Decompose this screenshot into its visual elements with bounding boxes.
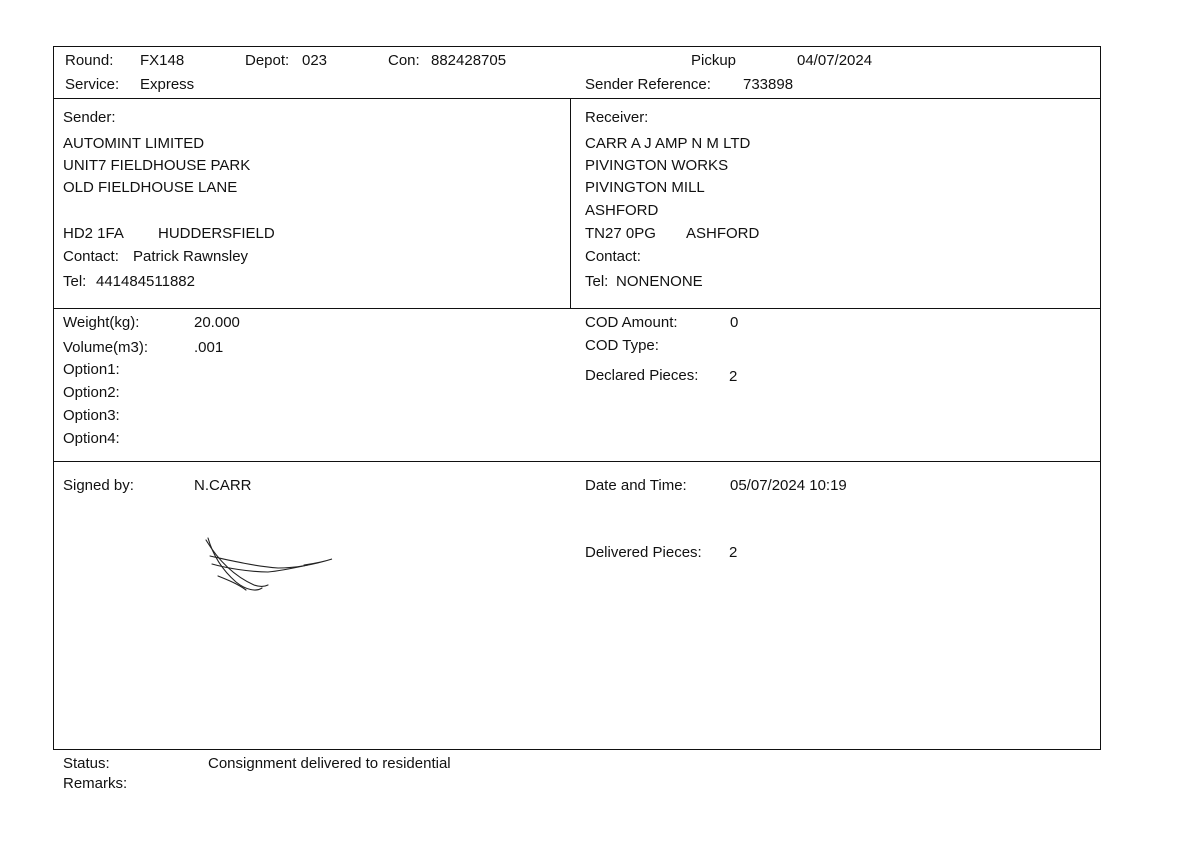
cod-type-label: COD Type: <box>585 337 659 354</box>
remarks-label: Remarks: <box>63 775 128 792</box>
sender-contact-label: Contact: <box>63 248 119 265</box>
option4-label: Option4: <box>63 430 120 447</box>
sender-postcode: HD2 1FA <box>63 225 124 242</box>
con-value: 882428705 <box>431 52 507 69</box>
date-time-label: Date and Time: <box>585 477 687 494</box>
receiver-tel-value: NONENONE <box>616 273 703 290</box>
signed-by-label: Signed by: <box>63 477 134 494</box>
service-label: Service: <box>65 76 120 93</box>
volume-label: Volume(m3): <box>63 339 149 356</box>
round-value: FX148 <box>140 52 185 69</box>
date-time-value: 05/07/2024 10:19 <box>730 477 847 494</box>
round-label: Round: <box>65 52 114 69</box>
divider-details <box>53 461 1101 462</box>
cod-amount-value: 0 <box>730 314 739 331</box>
pod-form-border <box>53 46 1101 750</box>
delivered-pieces-value: 2 <box>729 544 738 561</box>
declared-pieces-label: Declared Pieces: <box>585 367 699 384</box>
receiver-contact-label: Contact: <box>585 248 641 265</box>
sender-tel-value: 441484511882 <box>96 273 195 290</box>
volume-value: .001 <box>194 339 224 356</box>
declared-pieces-value: 2 <box>729 368 738 385</box>
receiver-tel-label: Tel: <box>585 273 609 290</box>
sender-reference-value: 733898 <box>743 76 794 93</box>
status-label: Status: <box>63 755 110 772</box>
sender-reference-label: Sender Reference: <box>585 76 711 93</box>
pickup-label: Pickup <box>691 52 737 69</box>
sender-line-1: AUTOMINT LIMITED <box>63 135 205 152</box>
sender-contact-value: Patrick Rawnsley <box>133 248 249 265</box>
sender-line-3: OLD FIELDHOUSE LANE <box>63 179 238 196</box>
receiver-line-1: CARR A J AMP N M LTD <box>585 135 751 152</box>
status-value: Consignment delivered to residential <box>208 755 451 772</box>
receiver-postcode: TN27 0PG <box>585 225 656 242</box>
receiver-town: ASHFORD <box>686 225 760 242</box>
weight-label: Weight(kg): <box>63 314 140 331</box>
pickup-date: 04/07/2024 <box>797 52 873 69</box>
sender-tel-label: Tel: <box>63 273 87 290</box>
signature-image <box>198 530 348 600</box>
depot-label: Depot: <box>245 52 290 69</box>
sender-heading: Sender: <box>63 109 116 126</box>
receiver-heading: Receiver: <box>585 109 649 126</box>
cod-amount-label: COD Amount: <box>585 314 678 331</box>
signed-by-value: N.CARR <box>194 477 252 494</box>
sender-line-2: UNIT7 FIELDHOUSE PARK <box>63 157 251 174</box>
divider-address <box>53 308 1101 309</box>
receiver-line-4: ASHFORD <box>585 202 659 219</box>
delivered-pieces-label: Delivered Pieces: <box>585 544 702 561</box>
receiver-line-2: PIVINGTON WORKS <box>585 157 729 174</box>
receiver-line-3: PIVINGTON MILL <box>585 179 705 196</box>
divider-header <box>53 98 1101 99</box>
option3-label: Option3: <box>63 407 120 424</box>
option1-label: Option1: <box>63 361 120 378</box>
weight-value: 20.000 <box>194 314 240 331</box>
service-value: Express <box>140 76 195 93</box>
sender-town: HUDDERSFIELD <box>158 225 275 242</box>
con-label: Con: <box>388 52 420 69</box>
option2-label: Option2: <box>63 384 120 401</box>
divider-sender-receiver <box>570 98 571 309</box>
depot-value: 023 <box>302 52 328 69</box>
